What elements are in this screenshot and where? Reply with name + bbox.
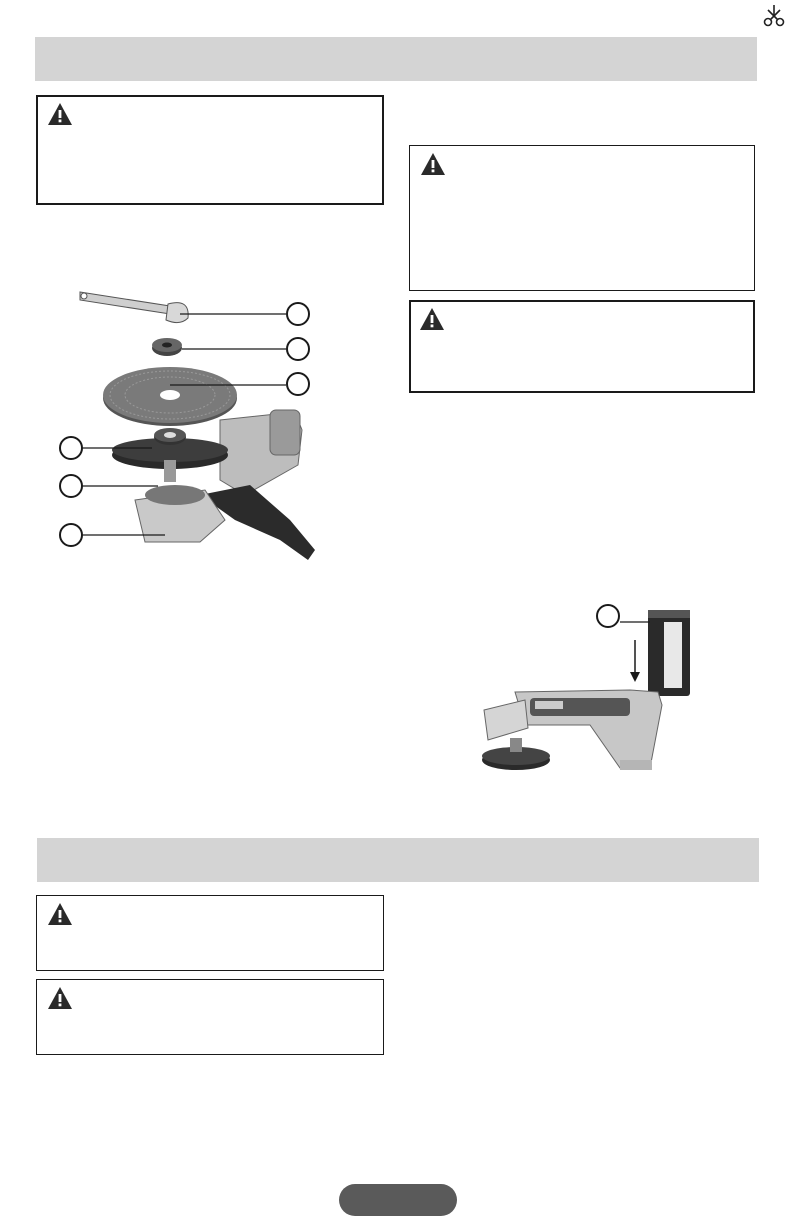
warning-box xyxy=(409,145,755,291)
assembly-banner xyxy=(35,37,757,81)
callout-circle xyxy=(286,337,310,361)
flange-nut-illustration xyxy=(152,338,182,356)
callout-circle xyxy=(59,523,83,547)
callout-circle xyxy=(59,474,83,498)
spanner-wrench-illustration xyxy=(80,292,188,323)
warning-box xyxy=(36,979,384,1055)
grinder-side-illustration xyxy=(482,690,662,770)
callout-circle xyxy=(286,302,310,326)
page-number-pill xyxy=(339,1184,457,1216)
cutting-disc-illustration xyxy=(103,367,237,426)
warning-box xyxy=(36,895,384,971)
scissors-icon xyxy=(762,4,786,28)
callout-circle xyxy=(286,372,310,396)
warning-triangle-icon xyxy=(47,902,73,926)
battery-pack-illustration xyxy=(648,610,690,696)
warning-triangle-icon xyxy=(419,307,445,331)
warning-box xyxy=(409,300,755,393)
warning-triangle-icon xyxy=(47,102,73,126)
callout-circle xyxy=(596,604,620,628)
operation-banner xyxy=(37,838,759,882)
callout-circle xyxy=(59,436,83,460)
battery-insertion-diagram xyxy=(470,600,710,780)
warning-triangle-icon xyxy=(47,986,73,1010)
down-arrow-icon xyxy=(630,640,640,682)
warning-triangle-icon xyxy=(420,152,446,176)
grinder-body-illustration xyxy=(112,410,315,560)
warning-box xyxy=(36,95,384,205)
